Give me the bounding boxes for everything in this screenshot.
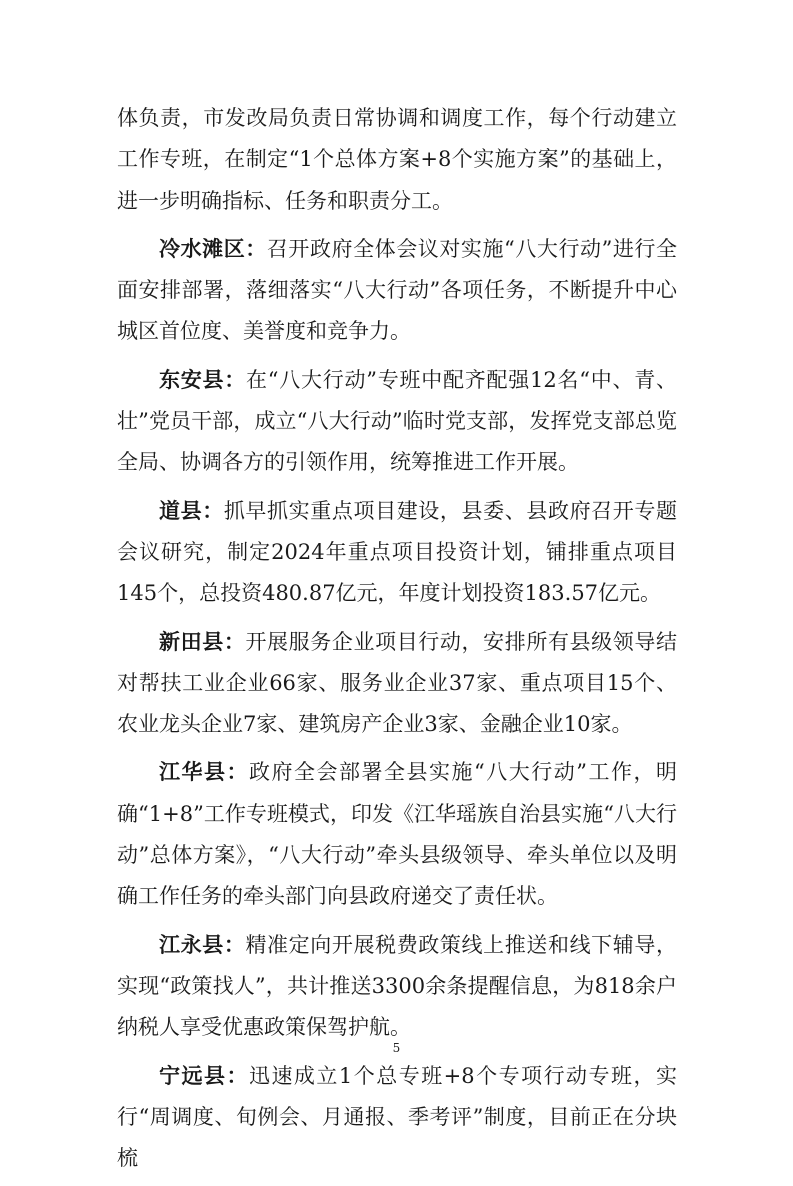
- paragraph-dongan: [117, 360, 677, 484]
- paragraph-text: 精准定向开展税费政策线上推送和线下辅导，实现“政策找人”，共计推送3300余条提醒信息，为818余户纳税人享受优惠政策保驾护航。: [117, 932, 678, 1040]
- paragraph-text: 开展服务企业项目行动，安排所有县级领导结对帮扶工业企业66家、服务业企业37家、重点项目15个、农业龙头企业7家、建筑房产企业3家、金融企业10家。: [117, 629, 678, 737]
- paragraph-text: 召开政府全体会议对实施“八大行动”进行全面安排部署，落细落实“八大行动”各项任务，不断提升中心城区首位度、美誉度和竞争力。: [117, 236, 677, 344]
- paragraph-jiangyong: [117, 925, 677, 1049]
- paragraph-lead: 新田县：: [159, 629, 246, 654]
- paragraph-lead: 江华县：: [159, 760, 250, 785]
- paragraph-text: 体负责，市发改局负责日常协调和调度工作，每个行动建立工作专班，在制定“1个总体方案+8个实施方案”的基础上，进一步明确指标、任务和职责分工。: [117, 106, 677, 213]
- paragraph-xintian: [117, 622, 677, 746]
- paragraph-lead: 宁远县：: [159, 1063, 249, 1088]
- paragraph-daoxian: [117, 491, 677, 615]
- paragraph-lead: 东安县：: [159, 367, 247, 392]
- paragraph-text: 政府全会部署全县实施“八大行动”工作，明确“1+8”工作专班模式，印发《江华瑶族自治县实施“八大行动”总体方案》，“八大行动”牵头县级领导、牵头单位以及明确工作任务的牵头部门向县政府递交了责任状。: [117, 760, 677, 909]
- paragraph-text: 迅速成立1个总专班+8个专项行动专班，实行“周调度、旬例会、月通报、季考评”制度，目前正在分块梳: [117, 1063, 678, 1171]
- document-body: [117, 98, 677, 1186]
- paragraph-lead: 道县：: [159, 498, 224, 523]
- page-number: 5: [392, 1041, 401, 1055]
- paragraph-text: 抓早抓实重点项目建设，县委、县政府召开专题会议研究，制定2024年重点项目投资计划，铺排重点项目145个，总投资480.87亿元，年度计划投资183.57亿元。: [117, 498, 678, 606]
- paragraph-ningyuan: [117, 1056, 677, 1180]
- paragraph-lead: 江永县：: [159, 932, 246, 957]
- paragraph-jianghua: [117, 752, 677, 917]
- paragraph-continuation: [117, 98, 677, 222]
- paragraph-lengshuitan: [117, 229, 677, 353]
- paragraph-lead: 冷水滩区：: [159, 236, 267, 261]
- paragraph-text: 在“八大行动”专班中配齐配强12名“中、青、壮”党员干部，成立“八大行动”临时党支部，发挥党支部总览全局、协调各方的引领作用，统筹推进工作开展。: [117, 367, 677, 475]
